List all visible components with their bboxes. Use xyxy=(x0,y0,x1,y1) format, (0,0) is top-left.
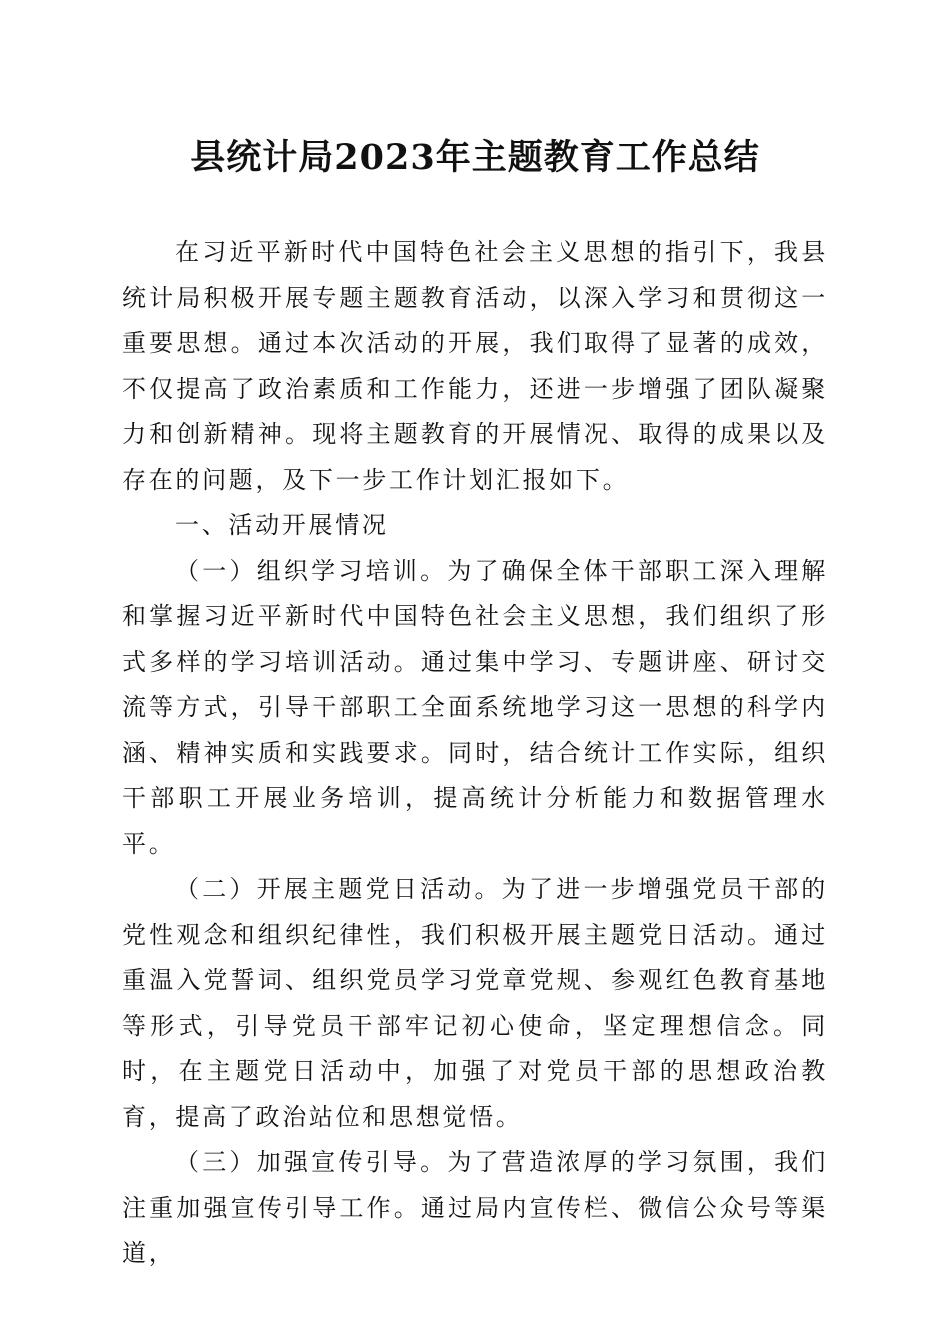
document-body xyxy=(122,230,828,1277)
item-text-1: 为了确保全体干部职工深入理解和掌握习近平新时代中国特色社会主义思想，我们组织了形式多样的学习培训活动。通过集中学习、专题讲座、研讨交流等方式，引导干部职工全面系统地学习这一思想的科学内涵、精神实质和实践要求。同时，结合统计工作实际，组织干部职工开展业务培训，提高统计分析能力和数据管理水平。 xyxy=(122,556,829,858)
item-text-3: 为了营造浓厚的学习氛围，我们注重加强宣传引导工作。通过局内宣传栏、微信公众号等渠道， xyxy=(122,1148,829,1267)
section-heading-activities: 一、活动开展情况 xyxy=(175,511,389,539)
item-lead-2: （二）开展主题党日活动。 xyxy=(175,875,502,903)
item-paragraph-2 xyxy=(122,867,828,1140)
item-lead-3: （三）加强宣传引导。 xyxy=(175,1148,448,1176)
item-paragraph-3 xyxy=(122,1140,828,1277)
item-lead-1: （一）组织学习培训。 xyxy=(175,556,448,585)
intro-paragraph: 在习近平新时代中国特色社会主义思想的指引下，我县统计局积极开展专题主题教育活动，以深入学习和贯彻这一重要思想。通过本次活动的开展，我们取得了显著的成效，不仅提高了政治素质和工作能力，还进一步增强了团队凝聚力和创新精神。现将主题教育的开展情况、取得的成果以及存在的问题，及下一步工作计划汇报如下。 xyxy=(122,238,828,494)
item-text-2: 为了进一步增强党员干部的党性观念和组织纪律性，我们积极开展主题党日活动。通过重温入党誓词、组织党员学习党章党规、参观红色教育基地等形式，引导党员干部牢记初心使命，坚定理想信念。同时，在主题党日活动中，加强了对党员干部的思想政治教育，提高了政治站位和思想觉悟。 xyxy=(122,875,828,1131)
item-paragraph-1 xyxy=(122,549,828,868)
document-title: 县统计局2023年主题教育工作总结 xyxy=(190,137,760,178)
